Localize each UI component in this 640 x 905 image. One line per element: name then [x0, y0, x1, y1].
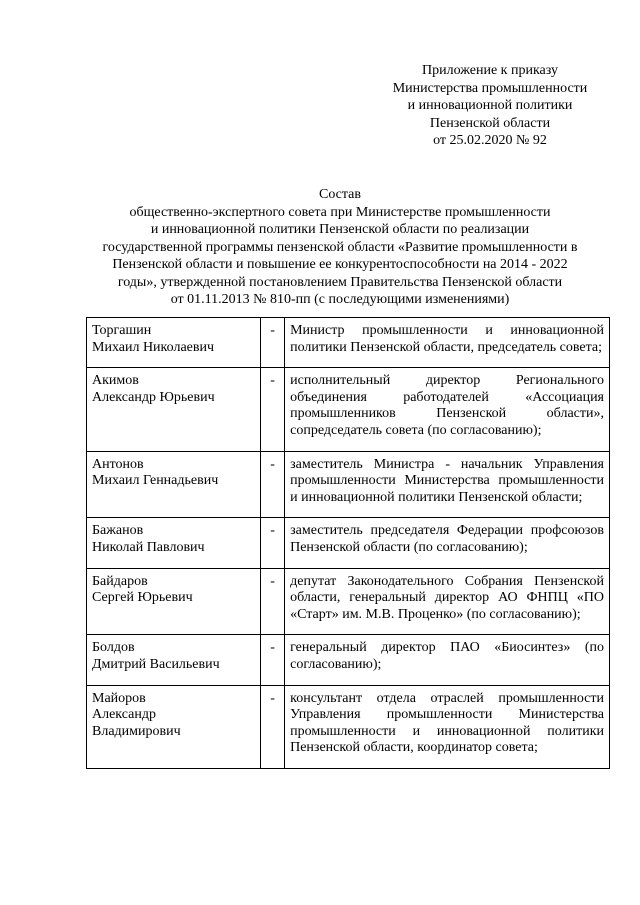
appendix-line: Приложение к приказу [422, 63, 558, 78]
member-given-names: Александр [92, 707, 156, 723]
member-name [87, 368, 261, 451]
dash-separator: - [260, 368, 284, 451]
table-row [87, 451, 610, 518]
appendix-date-line: от 25.02.2020 № 92 [433, 133, 547, 148]
table-row [87, 685, 610, 768]
dash-separator: - [260, 685, 284, 768]
member-role: исполнительный директор Регионального объединения работодателей «Ассоциация промышленников Пензенской области», сопредседатель совета (по согласованию); [285, 368, 610, 451]
table-row [87, 368, 610, 451]
title-line: Пензенской области и повышение ее конкурентоспособности на 2014 - 2022 [112, 257, 568, 272]
member-surname: Болдов [92, 640, 135, 656]
member-surname: Бажанов [92, 523, 144, 539]
document-title [70, 186, 610, 309]
member-role: депутат Законодательного Собрания Пензенской области, генеральный директор АО ФНПЦ «ПО «Старт» им. М.В. Проценко» (по согласованию); [285, 568, 610, 635]
dash-separator: - [260, 635, 284, 685]
title-line: от 01.11.2013 № 810-пп (с последующими изменениями) [170, 292, 510, 307]
title-line: общественно-экспертного совета при Министерстве промышленности [129, 204, 551, 220]
member-name [87, 685, 261, 768]
member-given-names: Александр Юрьевич [92, 389, 215, 405]
member-role: консультант отдела отраслей промышленности Управления промышленности Министерства промышленности и инновационной политики Пензенской области, координатор совета; [285, 685, 610, 768]
appendix-line: Пензенской области [429, 115, 551, 131]
member-name [87, 635, 261, 685]
member-given-names: Николай Павлович [92, 539, 205, 555]
member-name [87, 318, 261, 368]
member-name [87, 568, 261, 635]
member-surname: Акимов [92, 373, 139, 389]
member-surname: Антонов [92, 456, 144, 472]
member-surname: Байдаров [92, 573, 148, 589]
member-surname: Торгашин [92, 323, 152, 338]
member-role: заместитель председателя Федерации профсоюзов Пензенской области (по согласованию); [285, 518, 610, 568]
member-surname: Майоров [92, 690, 146, 706]
table-row [87, 568, 610, 635]
member-name [87, 518, 261, 568]
title-line: и инновационной политики Пензенской области по реализации [150, 222, 530, 237]
member-given-names: Михаил Геннадьевич [92, 473, 219, 489]
member-role: генеральный директор ПАО «Биосинтез» (по согласованию); [285, 635, 610, 685]
member-given-names: Михаил Николаевич [92, 339, 215, 355]
appendix-header [380, 62, 600, 150]
member-given-names: Сергей Юрьевич [92, 590, 193, 606]
member-given-names: Дмитрий Васильевич [92, 656, 220, 672]
title-line: годы», утвержденной постановлением Правительства Пензенской области [117, 274, 563, 290]
appendix-line: Министерства промышленности [392, 80, 588, 96]
dash-separator: - [260, 318, 284, 368]
members-table [86, 317, 610, 769]
member-role: заместитель Министра - начальник Управления промышленности Министерства промышленности и инновационной политики Пензенской области; [285, 451, 610, 518]
dash-separator: - [260, 518, 284, 568]
table-row [87, 635, 610, 685]
member-patronymic: Владимирович [92, 723, 181, 739]
member-role: Министр промышленности и инновационной политики Пензенской области, председатель совета; [285, 318, 610, 368]
dash-separator: - [260, 451, 284, 518]
title-line: государственной программы пензенской области «Развитие промышленности в [102, 239, 578, 255]
appendix-line: и инновационной политики [407, 98, 573, 113]
title-heading: Состав [318, 187, 361, 202]
dash-separator: - [260, 568, 284, 635]
member-name [87, 451, 261, 518]
table-row [87, 518, 610, 568]
table-row [87, 318, 610, 368]
